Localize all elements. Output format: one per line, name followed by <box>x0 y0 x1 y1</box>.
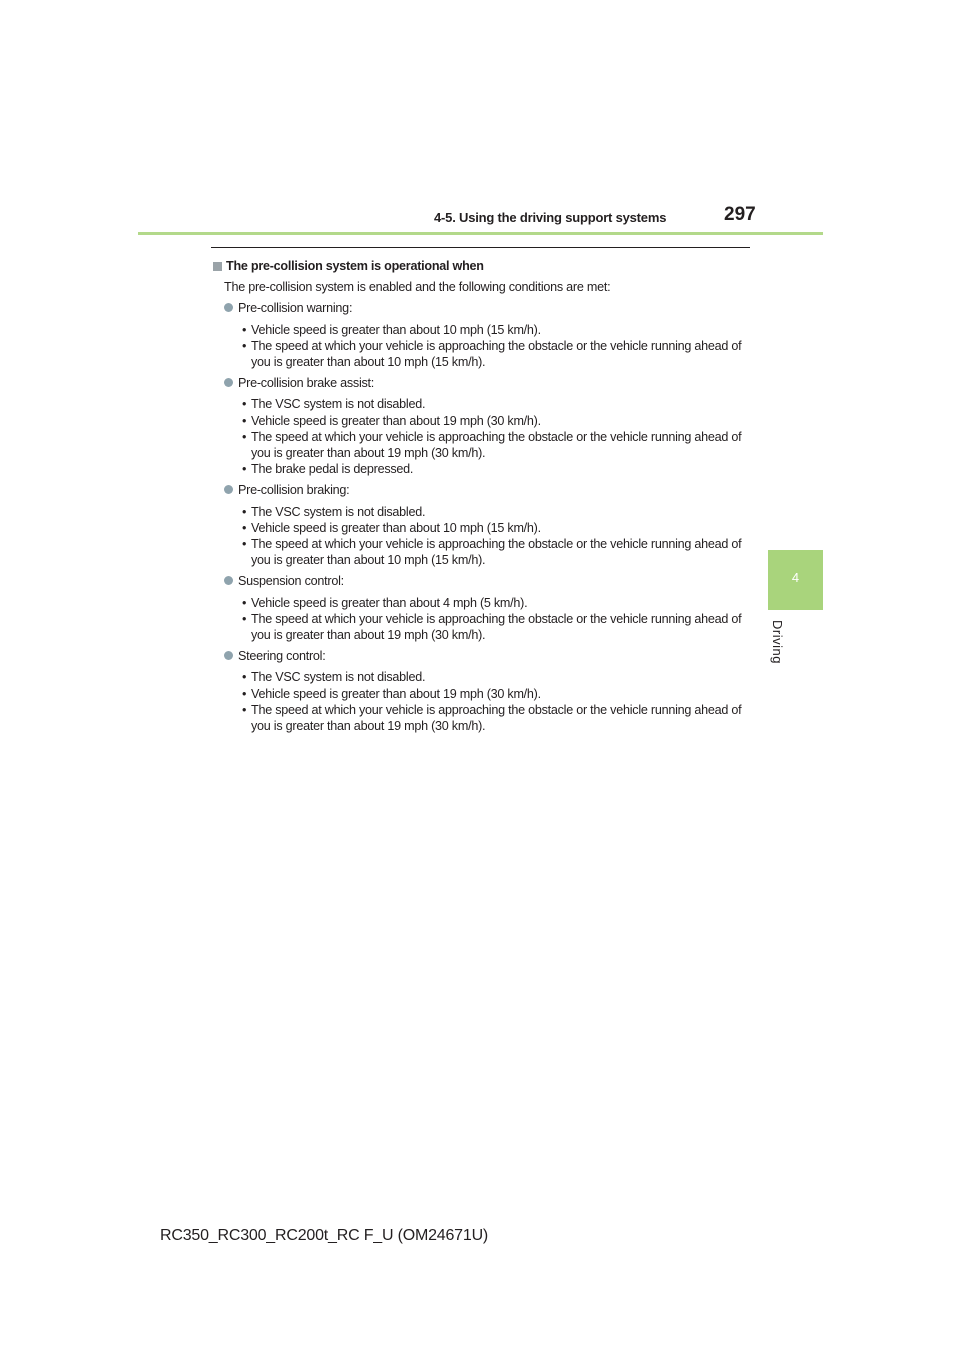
chapter-tab <box>768 550 823 610</box>
dot-bullet-icon: • <box>242 413 247 428</box>
list-item <box>210 611 750 643</box>
footer-model-code: RC350_RC300_RC200t_RC F_U (OM24671U) <box>160 1227 489 1244</box>
list-item-text: The speed at which your vehicle is approaching the obstacle or the vehicle running ahead of you is greater than about 19 mph (30 km/h). <box>251 611 742 643</box>
header-section-title: 4-5. Using the driving support systems <box>434 210 667 225</box>
group-title <box>210 482 750 498</box>
group-title <box>210 375 750 391</box>
chapter-number: 4 <box>791 570 800 585</box>
list-item <box>210 520 750 536</box>
condition-group <box>210 573 750 643</box>
chapter-name: Driving <box>770 620 785 664</box>
dot-bullet-icon: • <box>242 686 247 701</box>
condition-list <box>210 504 750 569</box>
condition-list <box>210 595 750 644</box>
list-item <box>210 322 750 338</box>
group-title <box>210 573 750 589</box>
list-item-text: Vehicle speed is greater than about 10 mph (15 km/h). <box>251 322 541 337</box>
list-item-text: The VSC system is not disabled. <box>251 397 426 412</box>
section-heading <box>210 258 750 274</box>
header-rule <box>138 232 823 235</box>
dot-bullet-icon: • <box>242 595 247 610</box>
dot-bullet-icon: • <box>242 397 247 412</box>
condition-group <box>210 482 750 568</box>
square-bullet-icon <box>213 262 222 271</box>
list-item <box>210 686 750 702</box>
dot-bullet-icon: • <box>242 504 247 519</box>
list-item-text: The VSC system is not disabled. <box>251 670 426 685</box>
dot-bullet-icon: • <box>242 429 247 444</box>
section-intro: The pre-collision system is enabled and the following conditions are met: <box>224 280 611 295</box>
list-item-text: The speed at which your vehicle is approaching the obstacle or the vehicle running ahead of you is greater than about 10 mph (15 km/h). <box>251 338 742 370</box>
group-title-text: Steering control: <box>238 649 326 664</box>
section-rule <box>211 247 750 248</box>
list-item <box>210 429 750 461</box>
condition-group <box>210 300 750 370</box>
list-item <box>210 413 750 429</box>
list-item-text: Vehicle speed is greater than about 19 mph (30 km/h). <box>251 413 541 428</box>
list-item <box>210 338 750 370</box>
group-title-text: Suspension control: <box>238 574 344 589</box>
condition-list <box>210 669 750 734</box>
dot-bullet-icon: • <box>242 702 247 717</box>
dot-bullet-icon: • <box>242 338 247 353</box>
dot-bullet-icon: • <box>242 537 247 552</box>
dot-bullet-icon: • <box>242 670 247 685</box>
list-item <box>210 595 750 611</box>
dot-bullet-icon: • <box>242 462 247 477</box>
list-item <box>210 702 750 734</box>
condition-group <box>210 375 750 477</box>
list-item-text: Vehicle speed is greater than about 10 mph (15 km/h). <box>251 520 541 535</box>
condition-list <box>210 322 750 371</box>
condition-list <box>210 396 750 477</box>
list-item <box>210 504 750 520</box>
group-title-text: Pre-collision braking: <box>238 483 350 498</box>
list-item <box>210 396 750 412</box>
dot-bullet-icon: • <box>242 322 247 337</box>
group-title <box>210 300 750 316</box>
list-item-text: The brake pedal is depressed. <box>251 462 414 477</box>
condition-group <box>210 648 750 734</box>
list-item-text: Vehicle speed is greater than about 4 mph (5 km/h). <box>251 595 528 610</box>
section-title: The pre-collision system is operational when <box>226 259 484 273</box>
list-item-text: The speed at which your vehicle is approaching the obstacle or the vehicle running ahead of you is greater than about 10 mph (15 km/h). <box>251 537 742 568</box>
group-title-text: Pre-collision warning: <box>238 301 353 316</box>
dot-bullet-icon: • <box>242 611 247 626</box>
list-item-text: The speed at which your vehicle is approaching the obstacle or the vehicle running ahead of you is greater than about 19 mph (30 km/h). <box>251 702 742 734</box>
list-item <box>210 461 750 477</box>
list-item <box>210 536 750 568</box>
page-number: 297 <box>724 204 756 225</box>
section-content <box>210 258 750 734</box>
list-item-text: The speed at which your vehicle is approaching the obstacle or the vehicle running ahead of you is greater than about 19 mph (30 km/h). <box>251 429 742 461</box>
condition-groups <box>210 300 750 734</box>
list-item-text: Vehicle speed is greater than about 19 mph (30 km/h). <box>251 686 541 701</box>
dot-bullet-icon: • <box>242 520 247 535</box>
group-title-text: Pre-collision brake assist: <box>238 376 375 391</box>
list-item-text: The VSC system is not disabled. <box>251 504 426 519</box>
group-title <box>210 648 750 664</box>
list-item <box>210 669 750 685</box>
